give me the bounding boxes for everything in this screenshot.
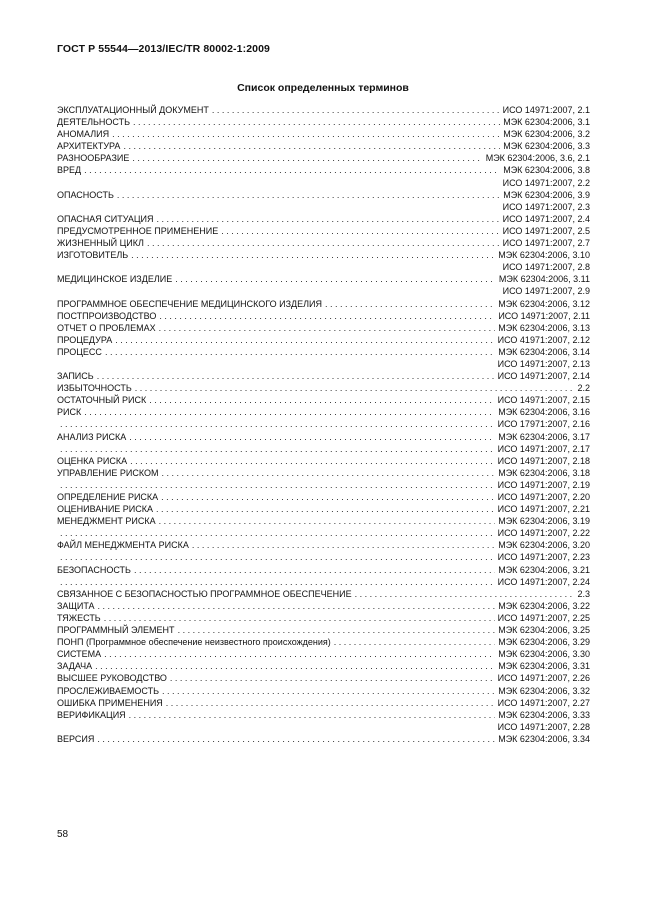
term-reference: МЭК 62304:2006, 3.11	[498, 274, 590, 285]
dot-leader	[84, 406, 495, 418]
terms-list	[57, 104, 590, 745]
term-entry	[57, 382, 590, 394]
term-entry	[57, 721, 590, 733]
dot-leader	[123, 140, 500, 152]
term-reference: ИСО 14971:2007, 2.3	[502, 201, 590, 212]
term-entry	[57, 116, 590, 128]
term-name: ДЕЯТЕЛЬНОСТЬ	[57, 117, 131, 128]
term-name: ЗАЩИТА	[57, 600, 95, 611]
term-name: ПРОЦЕСС	[57, 346, 102, 357]
term-entry	[57, 660, 590, 672]
term-entry	[57, 177, 590, 189]
term-reference: ИСО 14971:2007, 2.20	[497, 492, 590, 502]
term-name: ОПАСНОСТЬ	[57, 189, 114, 200]
term-entry	[57, 310, 590, 322]
term-entry	[57, 600, 590, 612]
term-entry	[57, 249, 590, 261]
term-entry	[57, 358, 590, 370]
term-reference: ИСО 14971:2007, 2.19	[497, 479, 590, 490]
term-entry	[57, 539, 590, 551]
dot-leader	[355, 588, 575, 600]
term-entry	[57, 104, 590, 116]
term-reference: МЭК 62304:2006, 3.8	[503, 165, 590, 176]
dot-leader	[135, 382, 575, 394]
term-entry	[57, 612, 590, 624]
dot-leader	[60, 443, 495, 455]
term-name: ПОНП (Программное обеспечение неизвестного происхождения)	[57, 637, 331, 648]
dot-leader	[130, 455, 495, 467]
term-name: РАЗНООБРАЗИЕ	[57, 153, 130, 164]
term-reference: МЭК 62304:2006, 3.6, 2.1	[485, 153, 590, 164]
document-header: ГОСТ Р 55544—2013/IEC/TR 80002-1:2009	[57, 43, 270, 55]
term-reference: МЭК 62304:2006, 3.34	[498, 733, 590, 744]
term-entry	[57, 624, 590, 636]
dot-leader	[147, 237, 500, 249]
term-name: РИСК	[57, 407, 82, 418]
term-name: ВЕРИФИКАЦИЯ	[57, 709, 126, 720]
term-name: ПРОГРАММНЫЙ ЭЛЕМЕНТ	[57, 625, 175, 636]
term-entry	[57, 152, 590, 164]
term-entry	[57, 709, 590, 721]
term-reference: 2.2	[577, 383, 590, 394]
term-entry	[57, 672, 590, 684]
term-name: ВРЕД	[57, 165, 82, 176]
dot-leader	[115, 334, 494, 346]
dot-leader	[112, 128, 500, 140]
term-entry	[57, 201, 590, 213]
term-name: ИЗГОТОВИТЕЛЬ	[57, 250, 129, 261]
term-entry	[57, 164, 590, 176]
term-entry	[57, 322, 590, 334]
term-entry	[57, 394, 590, 406]
dot-leader	[162, 685, 495, 697]
dot-leader	[159, 322, 496, 334]
term-reference: ИСО 14971:2007, 2.22	[497, 528, 590, 539]
term-reference: ИСО 14971:2007, 2.1	[502, 105, 590, 115]
dot-leader	[60, 551, 495, 563]
term-reference: МЭК 62304:2006, 3.16	[498, 407, 590, 418]
term-name: МЕДИЦИНСКОЕ ИЗДЕЛИЕ	[57, 274, 173, 285]
term-reference: ИСО 14971:2007, 2.9	[502, 286, 590, 297]
term-reference: ИСО 14971:2007, 2.11	[498, 310, 590, 321]
term-reference: МЭК 62304:2006, 3.14	[498, 346, 590, 357]
term-name: ПРОСЛЕЖИВАЕМОСТЬ	[57, 685, 159, 696]
term-reference: ИСО 14971:2007, 2.15	[497, 395, 590, 406]
dot-leader	[129, 709, 496, 721]
term-reference: МЭК 62304:2006, 3.9	[503, 189, 590, 200]
dot-leader	[129, 431, 495, 443]
term-reference: ИСО 14971:2007, 2.17	[497, 443, 590, 454]
term-name: АРХИТЕКТУРА	[57, 141, 121, 152]
dot-leader	[156, 503, 495, 515]
term-reference: ИСО 14971:2007, 2.4	[502, 213, 590, 224]
term-name: ФАЙЛ МЕНЕДЖМЕНТА РИСКА	[57, 540, 189, 551]
term-reference: МЭК 62304:2006, 3.2	[503, 129, 590, 140]
dot-leader	[166, 697, 495, 709]
term-entry	[57, 213, 590, 225]
term-entry	[57, 298, 590, 310]
term-reference: МЭК 62304:2006, 3.20	[498, 540, 590, 551]
dot-leader	[60, 418, 495, 430]
dot-leader	[95, 660, 495, 672]
dot-leader	[132, 152, 482, 164]
term-entry	[57, 697, 590, 709]
term-entry	[57, 237, 590, 249]
term-name: УПРАВЛЕНИЕ РИСКОМ	[57, 467, 159, 478]
term-entry	[57, 551, 590, 563]
term-reference: МЭК 62304:2006, 3.10	[498, 250, 590, 261]
term-entry	[57, 527, 590, 539]
dot-leader	[134, 564, 495, 576]
term-name: ИЗБЫТОЧНОСТЬ	[57, 383, 132, 394]
dot-leader	[157, 213, 500, 225]
term-name: ПРЕДУСМОТРЕННОЕ ПРИМЕНЕНИЕ	[57, 225, 219, 236]
term-name: ПРОГРАММНОЕ ОБЕСПЕЧЕНИЕ МЕДИЦИНСКОГО ИЗДЕЛИЯ	[57, 298, 322, 309]
term-name: СВЯЗАННОЕ С БЕЗОПАСНОСТЬЮ ПРОГРАММНОЕ ОБЕСПЕЧЕНИЕ	[57, 588, 352, 599]
term-entry	[57, 467, 590, 479]
term-entry	[57, 273, 590, 285]
term-reference: ИСО 14971:2007, 2.25	[497, 612, 590, 623]
term-entry	[57, 491, 590, 503]
term-entry	[57, 636, 590, 648]
dot-leader	[97, 733, 495, 745]
dot-leader	[178, 624, 496, 636]
term-entry	[57, 588, 590, 600]
term-entry	[57, 334, 590, 346]
term-entry	[57, 515, 590, 527]
term-entry	[57, 406, 590, 418]
term-entry	[57, 128, 590, 140]
term-entry	[57, 189, 590, 201]
dot-leader	[133, 116, 500, 128]
term-entry	[57, 285, 590, 297]
term-name: ЗАДАЧА	[57, 661, 93, 672]
dot-leader	[159, 310, 495, 322]
term-reference: ИСО 14971:2007, 2.14	[497, 371, 590, 382]
term-reference: МЭК 62304:2006, 3.17	[498, 431, 590, 442]
term-name: ВЕРСИЯ	[57, 733, 95, 744]
term-entry	[57, 370, 590, 382]
term-entry	[57, 431, 590, 443]
dot-leader	[212, 104, 500, 116]
dot-leader	[149, 394, 494, 406]
term-reference: ИСО 14971:2007, 2.24	[497, 576, 590, 587]
term-entry	[57, 443, 590, 455]
term-name: ЭКСПЛУАТАЦИОННЫЙ ДОКУМЕНТ	[57, 105, 209, 115]
term-entry	[57, 418, 590, 430]
term-reference: МЭК 62304:2006, 3.18	[498, 467, 590, 478]
term-reference: МЭК 62304:2006, 3.3	[503, 141, 590, 152]
term-entry	[57, 685, 590, 697]
dot-leader	[131, 249, 495, 261]
term-reference: ИСО 17971:2007, 2.16	[497, 419, 590, 430]
term-name: ОПАСНАЯ СИТУАЦИЯ	[57, 213, 154, 224]
term-entry	[57, 479, 590, 491]
page-title: Список определенных терминов	[237, 82, 409, 94]
term-name: СИСТЕМА	[57, 649, 102, 660]
dot-leader	[97, 370, 495, 382]
term-entry	[57, 564, 590, 576]
dot-leader	[161, 467, 495, 479]
dot-leader	[334, 636, 495, 648]
term-reference: ИСО 14971:2007, 2.2	[502, 177, 590, 188]
term-reference: ИСО 14971:2007, 2.23	[497, 552, 590, 563]
term-entry	[57, 140, 590, 152]
term-reference: ИСО 14971:2007, 2.13	[497, 358, 590, 369]
term-reference: МЭК 62304:2006, 3.25	[498, 625, 590, 636]
term-entry	[57, 733, 590, 745]
dot-leader	[84, 164, 500, 176]
dot-leader	[60, 576, 495, 588]
term-name: ПОСТПРОИЗВОДСТВО	[57, 310, 157, 321]
term-reference: ИСО 14971:2007, 2.21	[497, 504, 590, 515]
dot-leader	[117, 189, 500, 201]
term-reference: ИСО 14971:2007, 2.18	[497, 455, 590, 466]
term-reference: 2.3	[577, 588, 590, 599]
term-entry	[57, 225, 590, 237]
dot-leader	[170, 672, 495, 684]
dot-leader	[192, 539, 495, 551]
dot-leader	[60, 479, 495, 491]
term-reference: МЭК 62304:2006, 3.32	[498, 685, 590, 696]
term-name: ОШИБКА ПРИМЕНЕНИЯ	[57, 697, 163, 708]
term-name: БЕЗОПАСНОСТЬ	[57, 564, 131, 575]
term-name: ОСТАТОЧНЫЙ РИСК	[57, 395, 147, 406]
term-entry	[57, 261, 590, 273]
dot-leader	[325, 298, 495, 310]
term-name: ВЫСШЕЕ РУКОВОДСТВО	[57, 673, 167, 684]
term-reference: МЭК 62304:2006, 3.31	[498, 661, 590, 672]
term-name: ОТЧЕТ О ПРОБЛЕМАХ	[57, 322, 156, 333]
term-reference: МЭК 62304:2006, 3.1	[503, 117, 590, 128]
term-entry	[57, 576, 590, 588]
dot-leader	[221, 225, 499, 237]
dot-leader	[104, 612, 495, 624]
dot-leader	[98, 600, 496, 612]
dot-leader	[60, 527, 495, 539]
term-reference: ИСО 14971:2007, 2.5	[502, 225, 590, 236]
term-name: ЗАПИСЬ	[57, 371, 94, 382]
dot-leader	[104, 648, 495, 660]
term-entry	[57, 503, 590, 515]
term-entry	[57, 455, 590, 467]
term-reference: МЭК 62304:2006, 3.22	[498, 600, 590, 611]
term-name: ПРОЦЕДУРА	[57, 334, 113, 345]
term-reference: МЭК 62304:2006, 3.21	[498, 564, 590, 575]
term-reference: МЭК 62304:2006, 3.33	[498, 709, 590, 720]
term-reference: МЭК 62304:2006, 3.13	[498, 322, 590, 333]
term-reference: ИСО 41971:2007, 2.12	[497, 334, 590, 345]
term-name: ЖИЗНЕННЫЙ ЦИКЛ	[57, 238, 144, 249]
term-entry	[57, 346, 590, 358]
term-name: МЕНЕДЖМЕНТ РИСКА	[57, 516, 156, 527]
page-number: 58	[57, 829, 69, 840]
term-reference: ИСО 14971:2007, 2.26	[497, 673, 590, 684]
term-reference: МЭК 62304:2006, 3.19	[498, 516, 590, 527]
dot-leader	[161, 491, 494, 503]
term-reference: ИСО 14971:2007, 2.28	[497, 721, 590, 732]
term-reference: МЭК 62304:2006, 3.29	[498, 637, 590, 648]
dot-leader	[105, 346, 495, 358]
term-entry	[57, 648, 590, 660]
term-name: ОПРЕДЕЛЕНИЕ РИСКА	[57, 492, 159, 502]
term-reference: МЭК 62304:2006, 3.30	[498, 649, 590, 660]
term-reference: ИСО 14971:2007, 2.8	[502, 262, 590, 273]
term-reference: ИСО 14971:2007, 2.7	[502, 238, 590, 249]
term-name: ТЯЖЕСТЬ	[57, 612, 101, 623]
dot-leader	[175, 273, 496, 285]
term-name: ОЦЕНИВАНИЕ РИСКА	[57, 504, 154, 515]
term-reference: МЭК 62304:2006, 3.12	[498, 298, 590, 309]
term-name: АНОМАЛИЯ	[57, 129, 110, 140]
term-name: ОЦЕНКА РИСКА	[57, 455, 128, 466]
dot-leader	[159, 515, 496, 527]
term-reference: ИСО 14971:2007, 2.27	[497, 697, 590, 708]
term-name: АНАЛИЗ РИСКА	[57, 431, 127, 442]
